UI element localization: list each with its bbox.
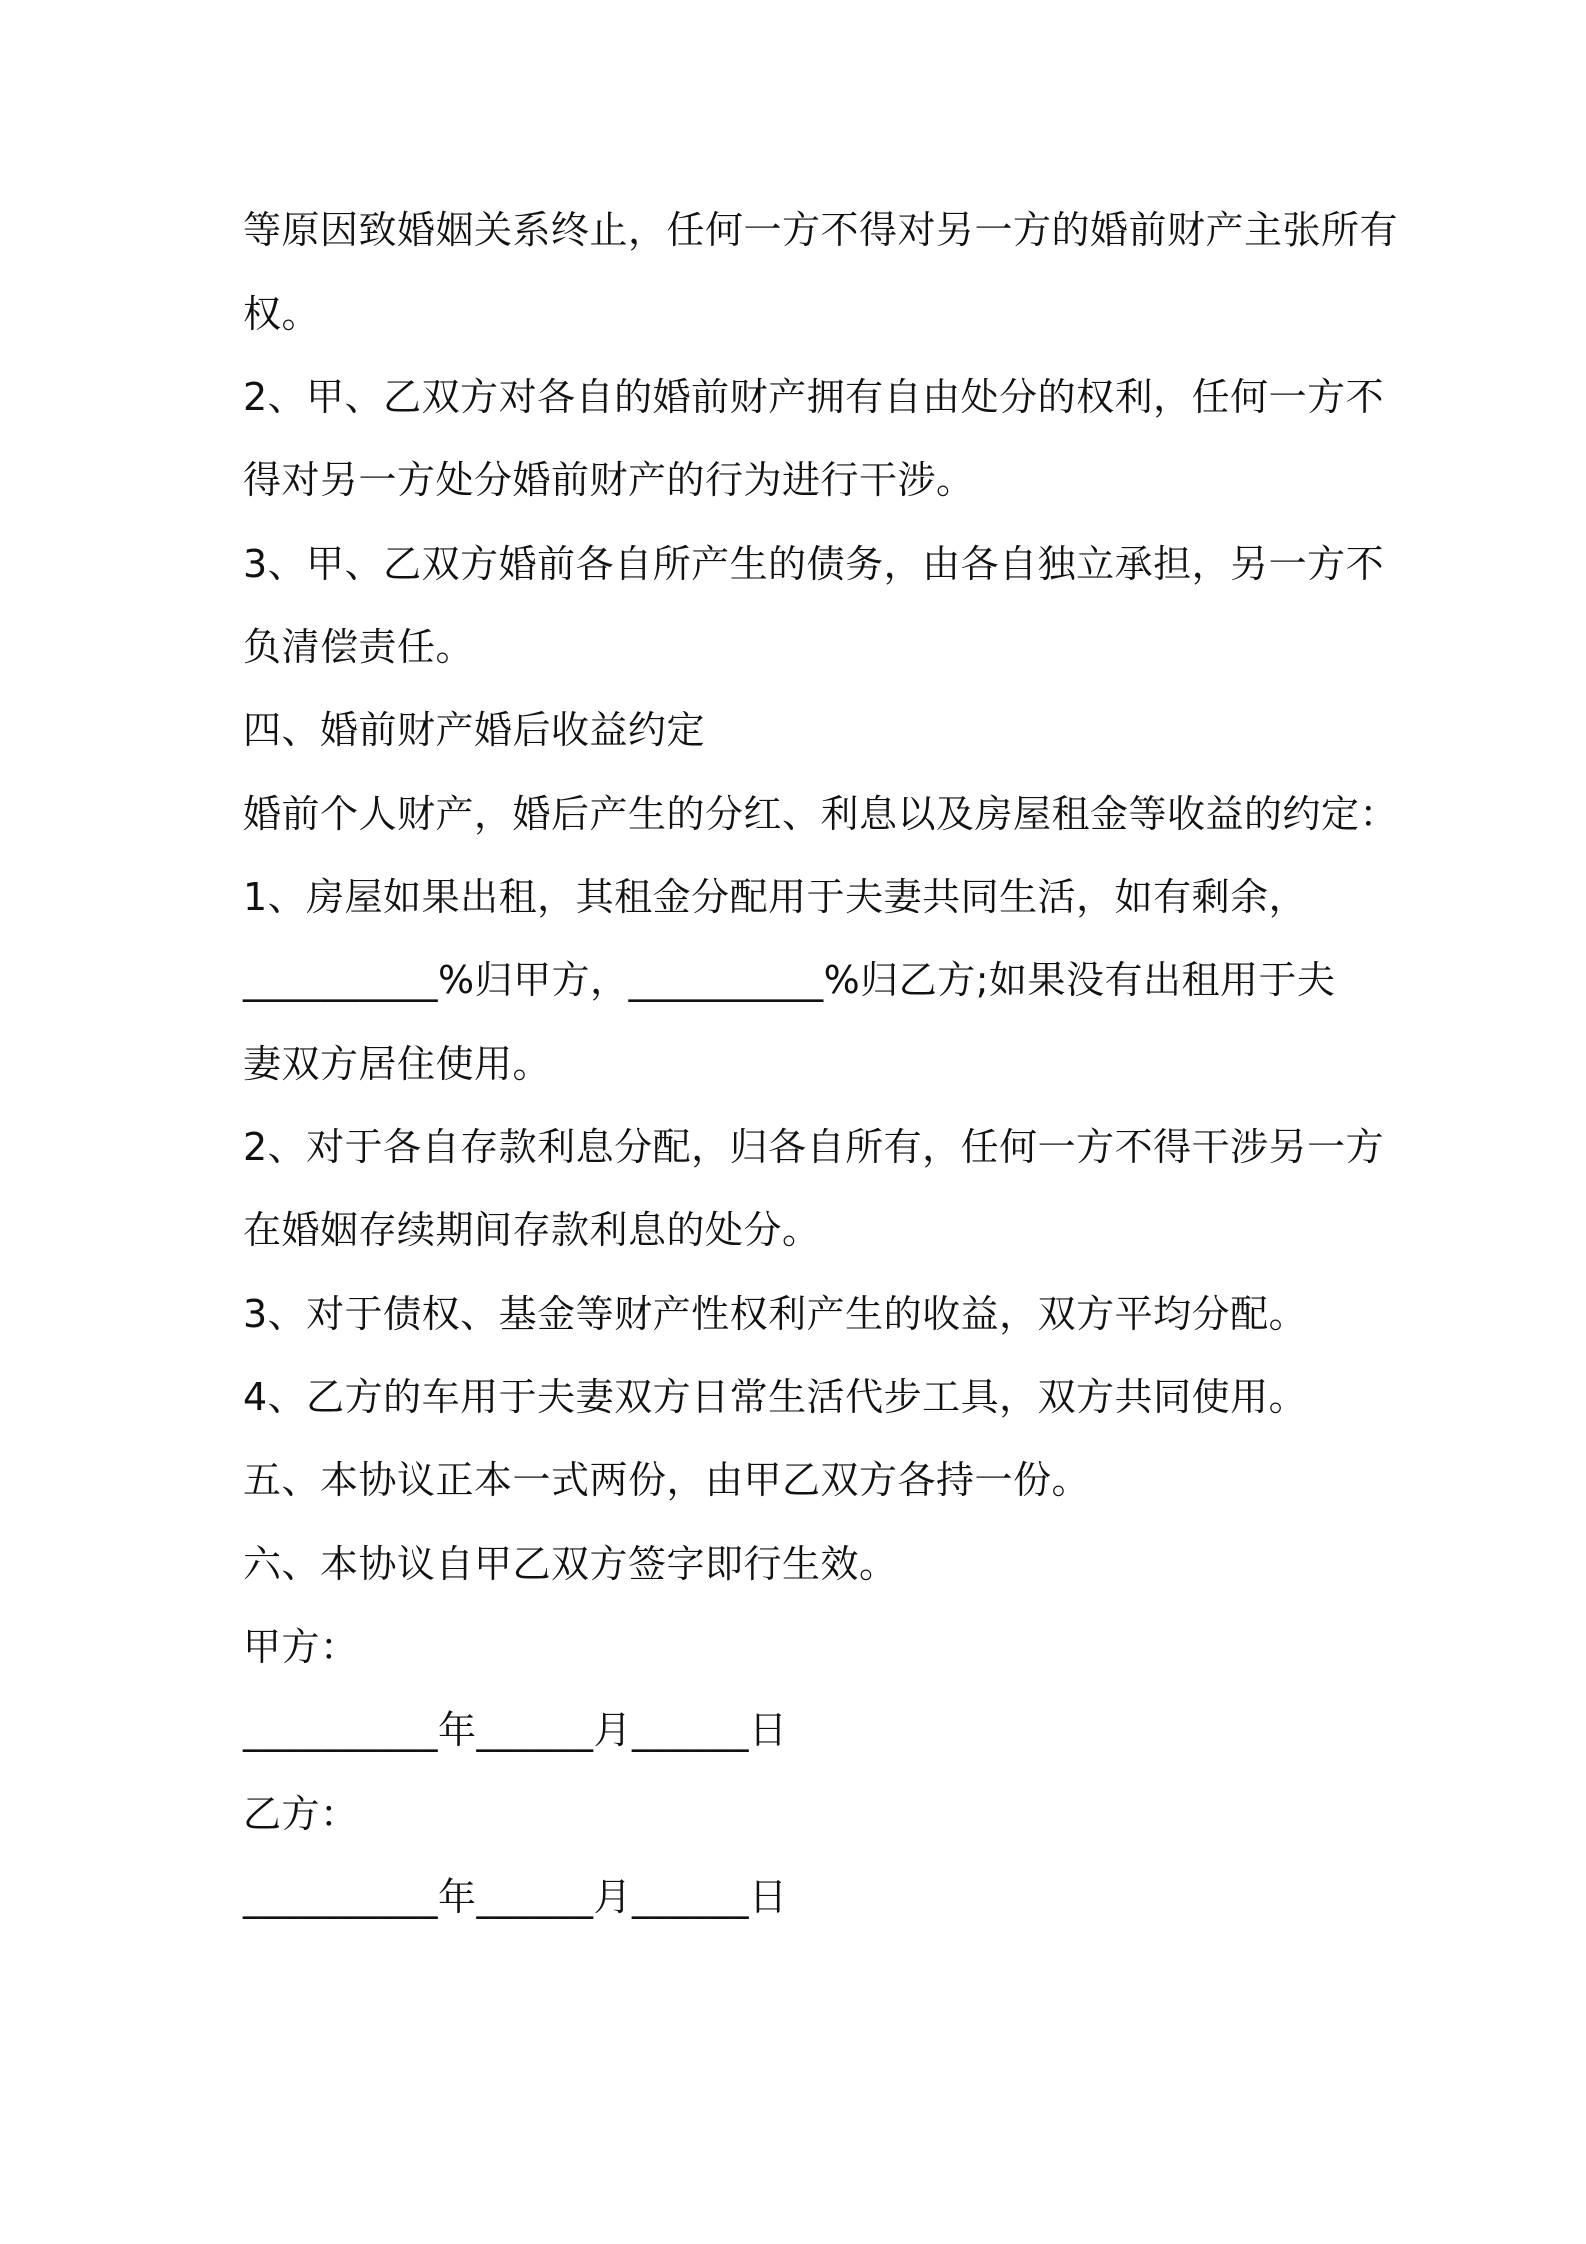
section-heading-6: 六、本协议自甲乙双方签字即行生效。 <box>243 1542 898 1586</box>
clause-4-line: 4、乙方的车用于夫妻双方日常生活代步工具，双方共同使用。 <box>243 1375 1308 1419</box>
paragraph-line: 婚前个人财产，婚后产生的分红、利息以及房屋租金等收益的约定： <box>243 792 1399 836</box>
section-heading-4: 四、婚前财产婚后收益约定 <box>243 708 706 752</box>
party-b-date-line: __________年______月______日 <box>243 1875 788 1919</box>
clause-3-line: 3、对于债权、基金等财产性权利产生的收益，双方平均分配。 <box>243 1292 1308 1336</box>
clause-1-line: 1、房屋如果出租，其租金分配用于夫妻共同生活，如有剩余， <box>243 875 1308 919</box>
paragraph-line: 得对另一方处分婚前财产的行为进行干涉。 <box>243 458 975 502</box>
paragraph-line: 权。 <box>243 292 321 336</box>
blank-fill-line: __________%归甲方，__________%归乙方;如果没有出租用于夫 <box>243 958 1336 1002</box>
clause-2-line: 2、甲、乙双方对各自的婚前财产拥有自由处分的权利，任何一方不 <box>243 375 1385 419</box>
paragraph-line: 妻双方居住使用。 <box>243 1042 552 1086</box>
party-a-label: 甲方： <box>243 1625 359 1669</box>
section-heading-5: 五、本协议正本一式两份，由甲乙双方各持一份。 <box>243 1458 1091 1502</box>
paragraph-line: 等原因致婚姻关系终止，任何一方不得对另一方的婚前财产主张所有 <box>243 208 1399 252</box>
paragraph-line: 负清偿责任。 <box>243 625 475 669</box>
party-a-date-line: __________年______月______日 <box>243 1708 788 1752</box>
paragraph-line: 在婚姻存续期间存款利息的处分。 <box>243 1208 821 1252</box>
clause-3-line: 3、甲、乙双方婚前各自所产生的债务，由各自独立承担，另一方不 <box>243 542 1385 586</box>
clause-2-line: 2、对于各自存款利息分配，归各自所有，任何一方不得干涉另一方 <box>243 1125 1385 1169</box>
party-b-label: 乙方： <box>243 1792 359 1836</box>
